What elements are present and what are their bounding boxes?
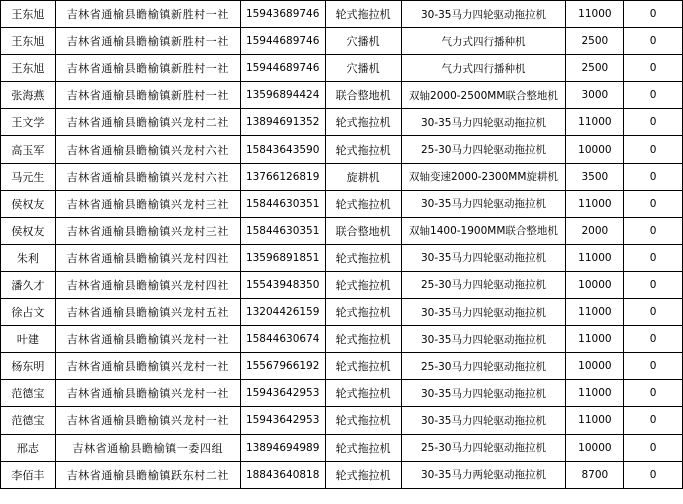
cell-address: 吉林省通榆县瞻榆镇兴龙村六社 [55, 163, 240, 190]
table-row [1, 461, 683, 488]
cell-price: 3000 [566, 82, 624, 109]
table-row [1, 244, 683, 271]
cell-price: 10000 [566, 271, 624, 298]
cell-machine-type: 轮式拖拉机 [325, 136, 401, 163]
cell-phone: 13596894424 [240, 82, 325, 109]
cell-phone: 15943642953 [240, 407, 325, 434]
table-row [1, 55, 683, 82]
cell-machine-type: 轮式拖拉机 [325, 380, 401, 407]
cell-extra: 0 [624, 299, 683, 326]
cell-extra: 0 [624, 217, 683, 244]
cell-name: 张海燕 [1, 82, 56, 109]
cell-address: 吉林省通榆县瞻榆镇兴龙村四社 [55, 271, 240, 298]
cell-model: 25-30马力四轮驱动拖拉机 [401, 353, 566, 380]
table-row [1, 271, 683, 298]
table-row [1, 163, 683, 190]
cell-price: 3500 [566, 163, 624, 190]
cell-name: 王文学 [1, 109, 56, 136]
cell-extra: 0 [624, 190, 683, 217]
cell-phone: 15844630351 [240, 217, 325, 244]
cell-address: 吉林省通榆县瞻榆镇新胜村一社 [55, 82, 240, 109]
table-row [1, 326, 683, 353]
table-row [1, 136, 683, 163]
cell-extra: 0 [624, 326, 683, 353]
cell-address: 吉林省通榆县瞻榆镇跃东村二社 [55, 461, 240, 488]
cell-extra: 0 [624, 109, 683, 136]
cell-machine-type: 穴播机 [325, 55, 401, 82]
cell-name: 杨东明 [1, 353, 56, 380]
table-row [1, 109, 683, 136]
cell-name: 李佰丰 [1, 461, 56, 488]
table-row [1, 434, 683, 461]
cell-address: 吉林省通榆县瞻榆镇新胜村一社 [55, 55, 240, 82]
cell-name: 潘久才 [1, 271, 56, 298]
cell-phone: 13894691352 [240, 109, 325, 136]
cell-extra: 0 [624, 55, 683, 82]
cell-name: 侯权友 [1, 217, 56, 244]
table-body [1, 1, 683, 489]
cell-model: 30-35马力四轮驱动拖拉机 [401, 299, 566, 326]
cell-price: 11000 [566, 299, 624, 326]
cell-price: 11000 [566, 190, 624, 217]
cell-machine-type: 旋耕机 [325, 163, 401, 190]
cell-machine-type: 联合整地机 [325, 82, 401, 109]
cell-price: 8700 [566, 461, 624, 488]
cell-name: 王东旭 [1, 1, 56, 28]
cell-machine-type: 轮式拖拉机 [325, 244, 401, 271]
cell-phone: 15943689746 [240, 1, 325, 28]
cell-name: 高玉军 [1, 136, 56, 163]
cell-address: 吉林省通榆县瞻榆镇兴龙村三社 [55, 190, 240, 217]
cell-price: 11000 [566, 1, 624, 28]
cell-machine-type: 轮式拖拉机 [325, 109, 401, 136]
cell-name: 朱利 [1, 244, 56, 271]
cell-extra: 0 [624, 353, 683, 380]
cell-address: 吉林省通榆县瞻榆镇兴龙村二社 [55, 109, 240, 136]
cell-model: 双轴1400-1900MM联合整地机 [401, 217, 566, 244]
cell-model: 气力式四行播种机 [401, 55, 566, 82]
cell-machine-type: 轮式拖拉机 [325, 434, 401, 461]
cell-extra: 0 [624, 28, 683, 55]
cell-price: 2000 [566, 217, 624, 244]
cell-price: 10000 [566, 434, 624, 461]
cell-machine-type: 轮式拖拉机 [325, 353, 401, 380]
cell-machine-type: 轮式拖拉机 [325, 1, 401, 28]
cell-extra: 0 [624, 136, 683, 163]
cell-machine-type: 穴播机 [325, 28, 401, 55]
cell-phone: 15944689746 [240, 55, 325, 82]
table-row [1, 82, 683, 109]
cell-extra: 0 [624, 434, 683, 461]
cell-address: 吉林省通榆县瞻榆镇兴龙村五社 [55, 299, 240, 326]
table-row [1, 1, 683, 28]
cell-model: 双轴变速2000-2300MM旋耕机 [401, 163, 566, 190]
cell-phone: 15844630674 [240, 326, 325, 353]
cell-phone: 13204426159 [240, 299, 325, 326]
table-row [1, 380, 683, 407]
cell-machine-type: 轮式拖拉机 [325, 407, 401, 434]
cell-address: 吉林省通榆县瞻榆镇新胜村一社 [55, 28, 240, 55]
cell-name: 范德宝 [1, 380, 56, 407]
cell-address: 吉林省通榆县瞻榆镇兴龙村一社 [55, 380, 240, 407]
cell-phone: 18843640818 [240, 461, 325, 488]
cell-model: 30-35马力四轮驱动拖拉机 [401, 407, 566, 434]
cell-name: 王东旭 [1, 28, 56, 55]
cell-phone: 15943642953 [240, 380, 325, 407]
cell-phone: 15543948350 [240, 271, 325, 298]
cell-extra: 0 [624, 163, 683, 190]
cell-model: 双轴2000-2500MM联合整地机 [401, 82, 566, 109]
cell-price: 11000 [566, 244, 624, 271]
cell-machine-type: 轮式拖拉机 [325, 299, 401, 326]
cell-name: 马元生 [1, 163, 56, 190]
cell-extra: 0 [624, 244, 683, 271]
cell-extra: 0 [624, 1, 683, 28]
cell-phone: 15567966192 [240, 353, 325, 380]
cell-address: 吉林省通榆县瞻榆镇兴龙村四社 [55, 244, 240, 271]
cell-price: 10000 [566, 136, 624, 163]
cell-name: 王东旭 [1, 55, 56, 82]
cell-price: 11000 [566, 326, 624, 353]
cell-address: 吉林省通榆县瞻榆镇兴龙村一社 [55, 326, 240, 353]
table-row [1, 28, 683, 55]
cell-price: 11000 [566, 380, 624, 407]
cell-extra: 0 [624, 461, 683, 488]
cell-model: 30-35马力四轮驱动拖拉机 [401, 190, 566, 217]
table-row [1, 190, 683, 217]
cell-price: 11000 [566, 407, 624, 434]
cell-extra: 0 [624, 82, 683, 109]
cell-name: 徐占文 [1, 299, 56, 326]
cell-price: 2500 [566, 55, 624, 82]
cell-model: 25-30马力四轮驱动拖拉机 [401, 136, 566, 163]
cell-address: 吉林省通榆县瞻榆镇兴龙村六社 [55, 136, 240, 163]
cell-extra: 0 [624, 407, 683, 434]
table-row [1, 299, 683, 326]
cell-extra: 0 [624, 271, 683, 298]
cell-name: 叶建 [1, 326, 56, 353]
cell-machine-type: 轮式拖拉机 [325, 271, 401, 298]
cell-price: 10000 [566, 353, 624, 380]
cell-machine-type: 轮式拖拉机 [325, 461, 401, 488]
cell-address: 吉林省通榆县瞻榆镇兴龙村三社 [55, 217, 240, 244]
cell-machine-type: 轮式拖拉机 [325, 326, 401, 353]
cell-name: 邢志 [1, 434, 56, 461]
cell-name: 侯权友 [1, 190, 56, 217]
cell-address: 吉林省通榆县瞻榆镇兴龙村一社 [55, 407, 240, 434]
cell-phone: 13894694989 [240, 434, 325, 461]
cell-address: 吉林省通榆县瞻榆镇一委四组 [55, 434, 240, 461]
cell-machine-type: 轮式拖拉机 [325, 190, 401, 217]
cell-extra: 0 [624, 380, 683, 407]
cell-phone: 15844630351 [240, 190, 325, 217]
cell-model: 30-35马力四轮驱动拖拉机 [401, 380, 566, 407]
cell-model: 30-35马力四轮驱动拖拉机 [401, 1, 566, 28]
cell-name: 范德宝 [1, 407, 56, 434]
cell-model: 25-30马力四轮驱动拖拉机 [401, 434, 566, 461]
cell-model: 30-35马力四轮驱动拖拉机 [401, 326, 566, 353]
cell-model: 30-35马力两轮驱动拖拉机 [401, 461, 566, 488]
cell-phone: 15944689746 [240, 28, 325, 55]
cell-model: 30-35马力四轮驱动拖拉机 [401, 109, 566, 136]
cell-price: 11000 [566, 109, 624, 136]
cell-machine-type: 联合整地机 [325, 217, 401, 244]
cell-phone: 13766126819 [240, 163, 325, 190]
cell-model: 25-30马力四轮驱动拖拉机 [401, 271, 566, 298]
table-row [1, 407, 683, 434]
cell-phone: 13596891851 [240, 244, 325, 271]
cell-model: 气力式四行播种机 [401, 28, 566, 55]
cell-address: 吉林省通榆县瞻榆镇兴龙村一社 [55, 353, 240, 380]
table-row [1, 353, 683, 380]
cell-phone: 15843643590 [240, 136, 325, 163]
cell-model: 30-35马力四轮驱动拖拉机 [401, 244, 566, 271]
table-row [1, 217, 683, 244]
cell-price: 2500 [566, 28, 624, 55]
cell-address: 吉林省通榆县瞻榆镇新胜村一社 [55, 1, 240, 28]
